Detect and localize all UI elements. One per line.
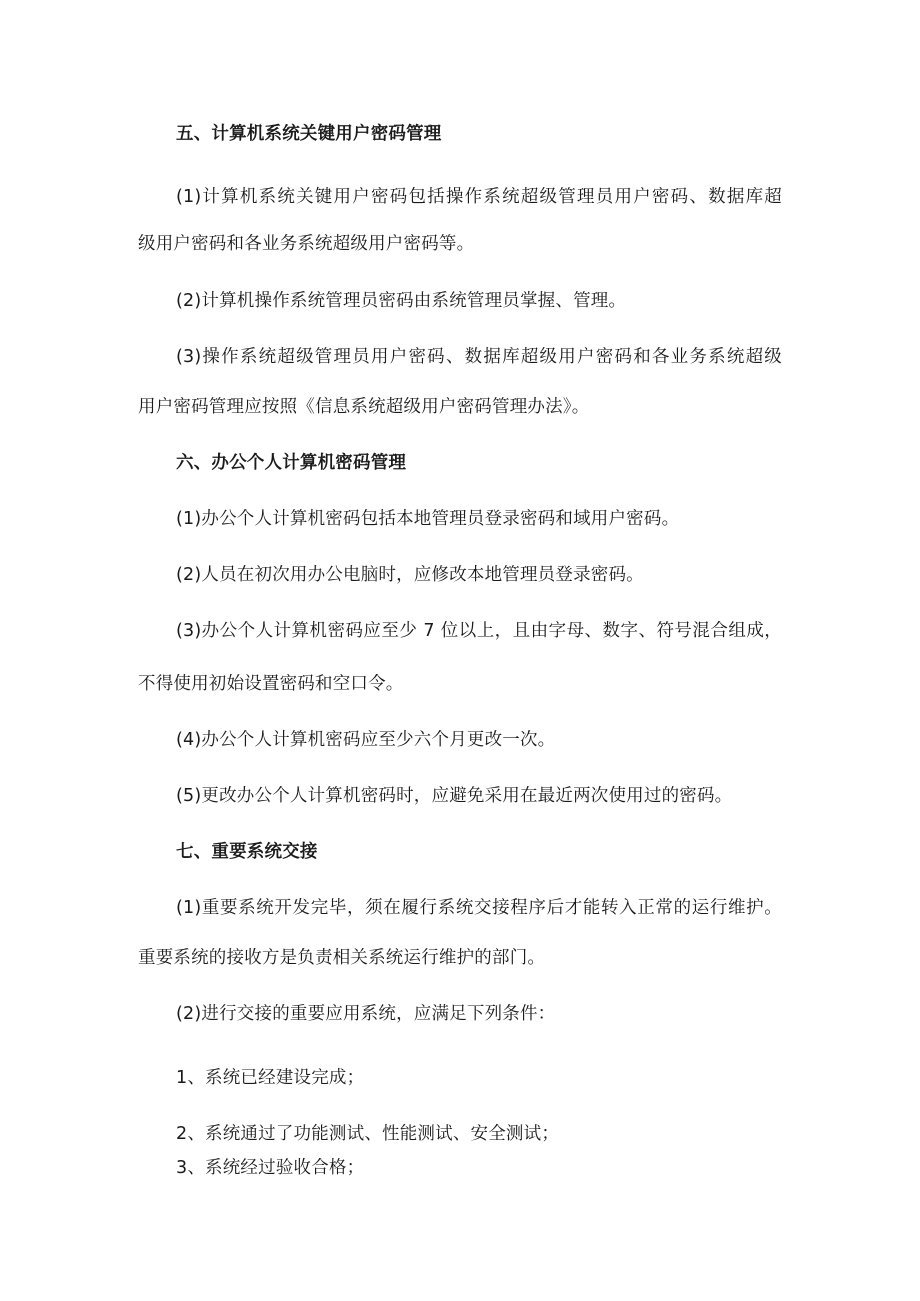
paragraph-line: 用户密码管理应按照《信息系统超级用户密码管理办法》。 bbox=[138, 397, 590, 417]
paragraph-line: (2)计算机操作系统管理员密码由系统管理员掌握、管理。 bbox=[176, 291, 627, 311]
paragraph-line: (2)进行交接的重要应用系统，应满足下列条件： bbox=[176, 1004, 556, 1024]
paragraph-line: 不得使用初始设置密码和空口令。 bbox=[138, 674, 404, 694]
paragraph-line: (1)重要系统开发完毕，须在履行系统交接程序后才能转入正常的运行维护。 bbox=[176, 898, 782, 918]
paragraph-line: (3)操作系统超级管理员用户密码、数据库超级用户密码和各业务系统超级 bbox=[176, 347, 782, 367]
list-item: 1、系统已经建设完成； bbox=[176, 1068, 365, 1088]
paragraph-line: (1)计算机系统关键用户密码包括操作系统超级管理员用户密码、数据库超 bbox=[176, 187, 782, 207]
section-heading-7: 七、重要系统交接 bbox=[176, 842, 318, 862]
section-heading-5: 五、计算机系统关键用户密码管理 bbox=[176, 124, 442, 144]
paragraph-line: 重要系统的接收方是负责相关系统运行维护的部门。 bbox=[138, 948, 546, 968]
list-item: 3、系统经过验收合格； bbox=[176, 1158, 365, 1178]
paragraph-line: 级用户密码和各业务系统超级用户密码等。 bbox=[138, 234, 475, 254]
paragraph-line: (5)更改办公个人计算机密码时，应避免采用在最近两次使用过的密码。 bbox=[176, 786, 733, 806]
paragraph-line: (1)办公个人计算机密码包括本地管理员登录密码和域用户密码。 bbox=[176, 509, 680, 529]
paragraph-line: (4)办公个人计算机密码应至少六个月更改一次。 bbox=[176, 730, 556, 750]
list-item: 2、系统通过了功能测试、性能测试、安全测试； bbox=[176, 1124, 560, 1144]
section-heading-6: 六、办公个人计算机密码管理 bbox=[176, 453, 407, 473]
paragraph-line: (3)办公个人计算机密码应至少 7 位以上，且由字母、数字、符号混合组成， bbox=[176, 621, 782, 641]
paragraph-line: (2)人员在初次用办公电脑时，应修改本地管理员登录密码。 bbox=[176, 565, 644, 585]
